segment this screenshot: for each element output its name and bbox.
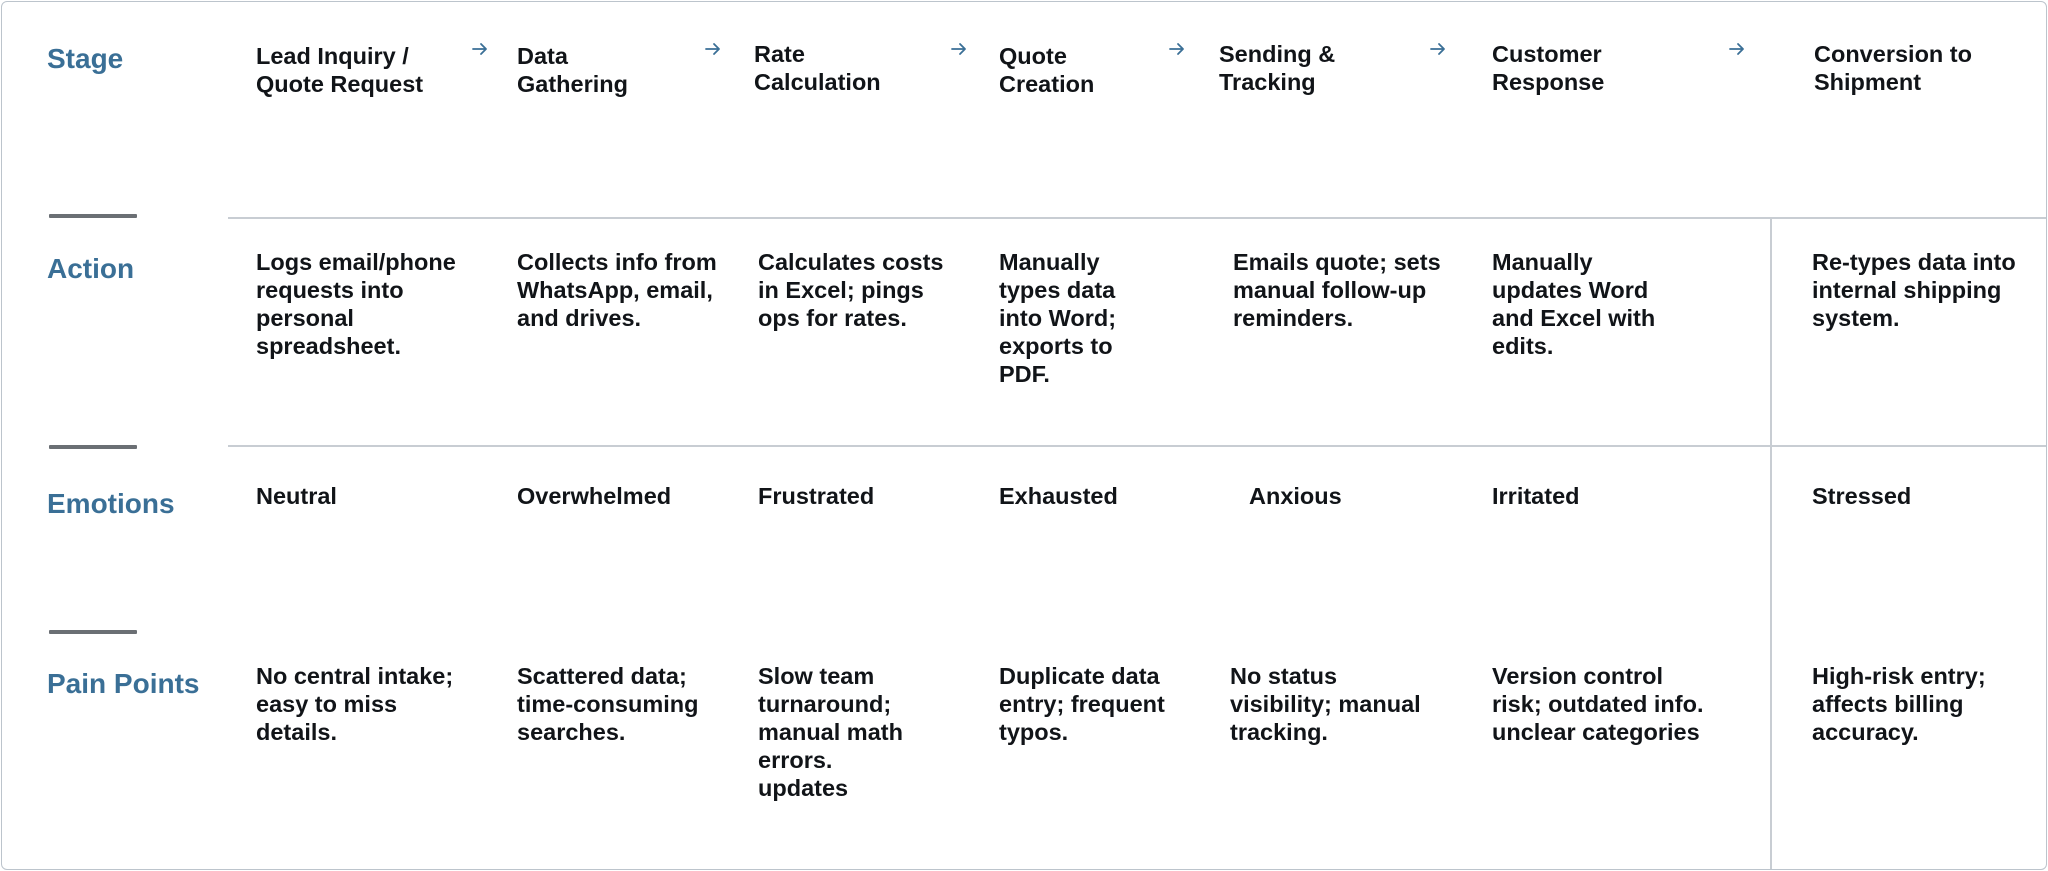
action-customer-response: Manually updates Word and Excel with edits. bbox=[1492, 249, 1656, 359]
stage-title-data-gathering: Data Gathering bbox=[517, 43, 628, 97]
action-quote-creation: Manually types data into Word; exports to PDF. bbox=[999, 249, 1117, 387]
pain-point-sending-tracking: No status visibility; manual tracking. bbox=[1230, 663, 1421, 745]
stage-title-conversion: Conversion to Shipment bbox=[1814, 41, 1972, 95]
customer-journey-map bbox=[1, 1, 2047, 870]
action-conversion: Re-types data into internal shipping system. bbox=[1812, 249, 2016, 331]
pain-point-rate-calculation: Slow team turnaround; manual math errors. updates bbox=[758, 663, 903, 801]
row-divider-action-emotions bbox=[228, 445, 2046, 447]
emotion-quote-creation: Exhausted bbox=[999, 483, 1118, 509]
stage-title-sending-tracking: Sending & Tracking bbox=[1219, 41, 1336, 95]
emotion-customer-response: Irritated bbox=[1492, 483, 1580, 509]
pain-point-conversion: High-risk entry; affects billing accuracy. bbox=[1812, 663, 1986, 745]
pain-point-quote-creation: Duplicate data entry; frequent typos. bbox=[999, 663, 1165, 745]
emotion-data-gathering: Overwhelmed bbox=[517, 483, 672, 509]
stage-title-lead-inquiry: Lead Inquiry / Quote Request bbox=[256, 43, 424, 97]
action-lead-inquiry: Logs email/phone requests into personal spreadsheet. bbox=[256, 249, 456, 359]
arrow-right-icon bbox=[1168, 40, 1190, 62]
action-sending-tracking: Emails quote; sets manual follow-up reminders. bbox=[1233, 249, 1441, 331]
row-label-divider bbox=[49, 214, 137, 218]
action-data-gathering: Collects info from WhatsApp, email, and drives. bbox=[517, 249, 717, 331]
emotion-conversion: Stressed bbox=[1812, 483, 1912, 509]
emotion-lead-inquiry: Neutral bbox=[256, 483, 337, 509]
row-label-action: Action bbox=[47, 253, 135, 284]
row-divider-stage-action bbox=[228, 217, 2046, 219]
column-divider-final bbox=[1770, 218, 1772, 869]
stage-title-rate-calculation: Rate Calculation bbox=[754, 41, 881, 95]
action-rate-calculation: Calculates costs in Excel; pings ops for rates. bbox=[758, 249, 944, 331]
stage-title-quote-creation: Quote Creation bbox=[999, 43, 1095, 97]
emotion-sending-tracking: Anxious bbox=[1249, 483, 1342, 509]
arrow-right-icon bbox=[704, 40, 726, 62]
arrow-right-icon bbox=[1728, 40, 1750, 62]
arrow-right-icon bbox=[950, 40, 972, 62]
row-label-stage: Stage bbox=[47, 43, 124, 74]
emotion-rate-calculation: Frustrated bbox=[758, 483, 875, 509]
stage-title-customer-response: Customer Response bbox=[1492, 41, 1605, 95]
row-label-emotions: Emotions bbox=[47, 488, 175, 519]
row-label-divider bbox=[49, 630, 137, 634]
row-label-divider bbox=[49, 445, 137, 449]
arrow-right-icon bbox=[471, 40, 493, 62]
row-label-pain-points: Pain Points bbox=[47, 668, 200, 699]
pain-point-customer-response: Version control risk; outdated info. unclear categories bbox=[1492, 663, 1704, 745]
pain-point-lead-inquiry: No central intake; easy to miss details. bbox=[256, 663, 454, 745]
pain-point-data-gathering: Scattered data; time-consuming searches. bbox=[517, 663, 699, 745]
arrow-right-icon bbox=[1429, 40, 1451, 62]
